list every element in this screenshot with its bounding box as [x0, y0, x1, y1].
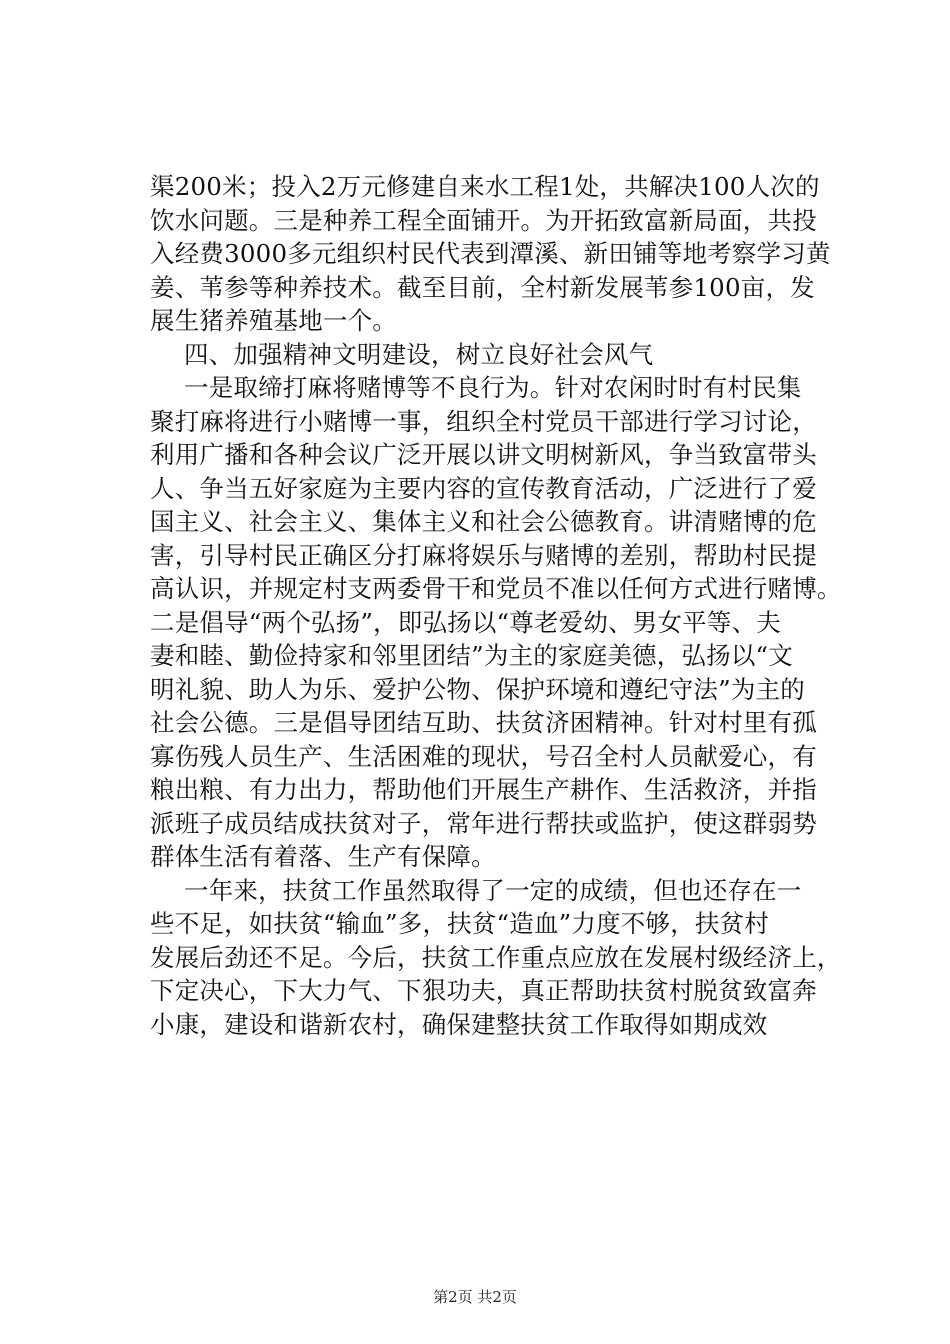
- text-line: 国主义、社会主义、集体主义和社会公德教育。讲清赌博的危: [150, 507, 817, 536]
- text-line: 妻和睦、勤俭持家和邻里团结”为主的家庭美德，弘扬以“文: [150, 641, 793, 670]
- text-line: 粮出粮、有力出力，帮助他们开展生产耕作、生活救济，并指: [150, 775, 817, 804]
- text-line: 派班子成员结成扶贫对子，常年进行帮扶或监护，使这群弱势: [150, 808, 817, 838]
- text-line: 寡伤残人员生产、生活困难的现状，号召全村人员献爱心，有: [150, 741, 817, 771]
- text-line: 二是倡导“两个弘扬”，即弘扬以“尊老爱幼、男女平等、夫: [150, 607, 781, 637]
- text-line: 些不足，如扶贫“输血”多，扶贫“造血”力度不够，扶贫村: [150, 909, 769, 938]
- text-line: 害，引导村民正确区分打麻将娱乐与赌博的差别，帮助村民提: [150, 540, 817, 570]
- text-line: 入经费3000多元组织村民代表到潭溪、新田铺等地考察学习黄: [150, 239, 831, 268]
- text-line: 一是取缔打麻将赌博等不良行为。针对农闲时时有村民集: [184, 373, 802, 402]
- text-line: 明礼貌、助人为乐、爱护公物、保护环境和遵纪守法”为主的: [150, 674, 805, 704]
- text-line: 饮水问题。三是种养工程全面铺开。为开拓致富新局面，共投: [150, 205, 817, 235]
- document-body: [150, 170, 840, 1041]
- text-line: 人、争当五好家庭为主要内容的宣传教育活动，广泛进行了爱: [150, 473, 817, 503]
- text-line: 利用广播和各种会议广泛开展以讲文明树新风，争当致富带头: [150, 440, 817, 469]
- page-footer: 第2页 共2页: [433, 1288, 517, 1306]
- text-line: 小康，建设和谐新农村，确保建整扶贫工作取得如期成效: [150, 1009, 768, 1039]
- text-line: 高认识，并规定村支两委骨干和党员不准以任何方式进行赌博。: [150, 574, 842, 603]
- text-line: 发展后劲还不足。今后，扶贫工作重点应放在发展村级经济上，: [150, 942, 842, 972]
- text-line: 展生猪养殖基地一个。: [150, 306, 397, 335]
- text-line: 下定决心，下大力气、下狠功夫，真正帮助扶贫村脱贫致富奔: [150, 976, 817, 1005]
- text-line: 群体生活有着落、生产有保障。: [150, 842, 496, 871]
- text-line: 一年来，扶贫工作虽然取得了一定的成绩，但也还存在一: [184, 875, 802, 905]
- text-line: 姜、苇参等种养技术。截至目前，全村新发展苇参100亩，发: [150, 272, 815, 302]
- text-line: 聚打麻将进行小赌博一事，组织全村党员干部进行学习讨论，: [150, 406, 817, 436]
- text-line: 渠200米；投入2万元修建自来水工程1处，共解决100人次的: [150, 172, 820, 201]
- text-line: 社会公德。三是倡导团结互助、扶贫济困精神。针对村里有孤: [150, 708, 817, 737]
- text-line: 四、加强精神文明建设，树立良好社会风气: [184, 339, 654, 369]
